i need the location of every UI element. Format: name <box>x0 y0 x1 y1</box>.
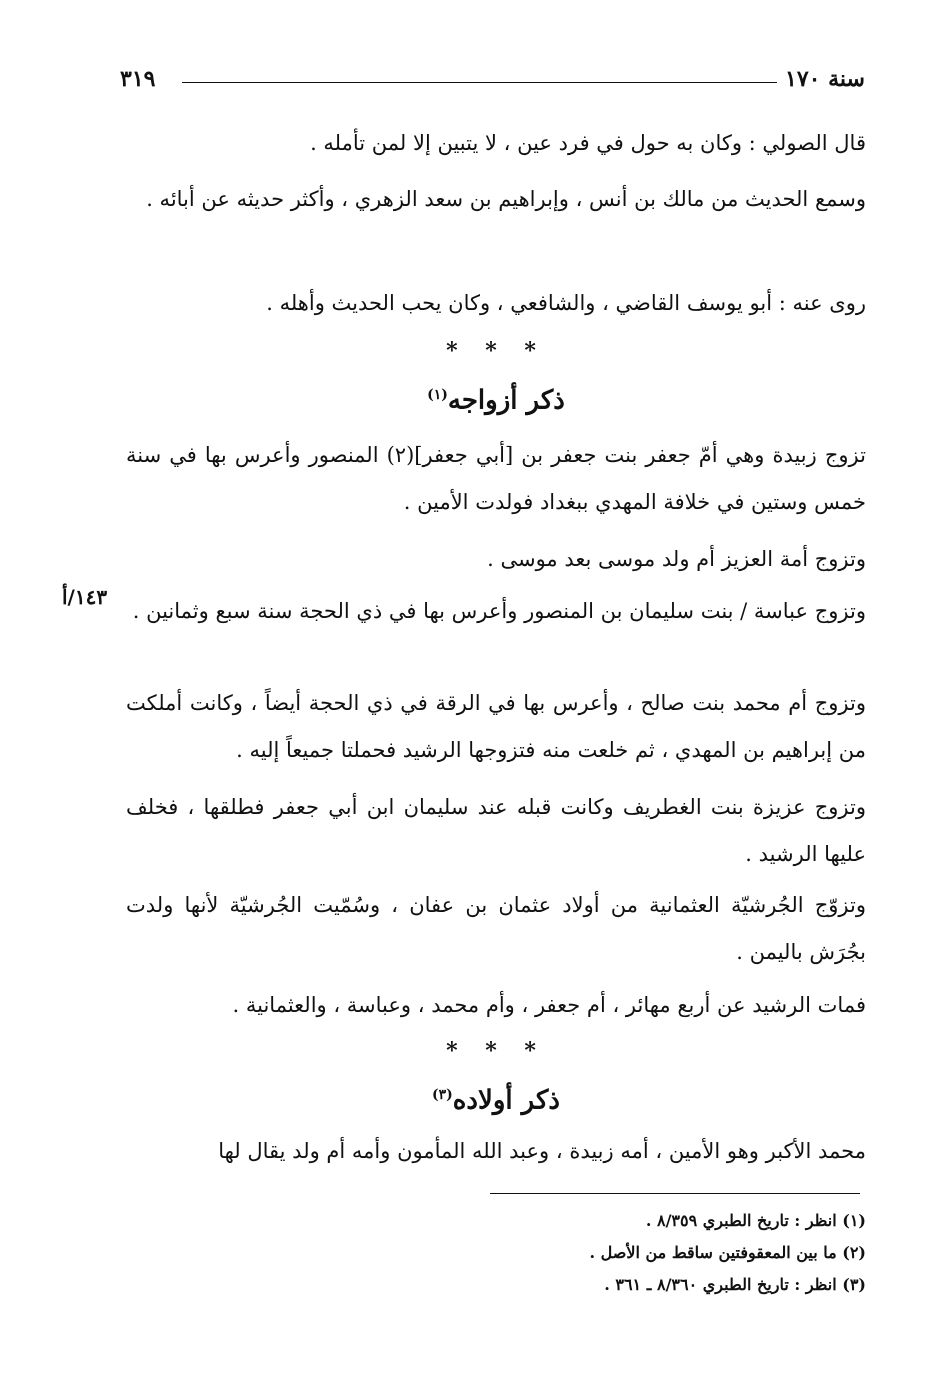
header-rule <box>182 82 777 83</box>
section-separator: * * * <box>446 1038 546 1064</box>
section-separator: * * * <box>446 338 546 364</box>
paragraph-four-wives: فمات الرشيد عن أربع مهائر ، أم جعفر ، وأم محمد ، وعباسة ، والعثمانية . <box>232 993 866 1017</box>
footnote-ref: (١) <box>427 387 448 403</box>
paragraph-zubayda: تزوج زبيدة وهي أمّ جعفر بنت جعفر بن [أبي جعفر](٢) المنصور وأعرس بها في سنة خمس وستين في خلافة المهدي ببغداد فولدت الأمين . <box>126 443 866 514</box>
paragraph-squint: قال الصولي : وكان به حول في فرد عين ، لا يتبين إلا لمن تأمله . <box>310 131 866 155</box>
paragraph-jurashiyya: وتزوّج الجُرشيّة العثمانية من أولاد عثمان بن عفان ، وسُمّيت الجُرشيّة لأنها ولدت بجُرَش باليمن . <box>126 893 866 964</box>
paragraph-amat-al-aziz: وتزوج أمة العزيز أم ولد موسى بعد موسى . <box>487 547 866 571</box>
paragraph-umm-muhammad: وتزوج أم محمد بنت صالح ، وأعرس بها في الرقة في ذي الحجة أيضاً ، وكانت أملكت من إبراهيم بن المهدي ، ثم خلعت منه فتزوجها الرشيد فحملتا جميعاً إليه . <box>126 691 866 762</box>
paragraph-abbasa: وتزوج عباسة / بنت سليمان بن المنصور وأعرس بها في ذي الحجة سنة سبع وثمانين . <box>132 599 866 623</box>
footnote-item: (٣) انظر : تاريخ الطبري ٨/٣٦٠ ـ ٣٦١ . <box>604 1275 866 1294</box>
main-text <box>126 120 866 1180</box>
page-number: ٣١٩ <box>120 66 156 92</box>
section-heading-wives <box>126 372 866 425</box>
paragraph-aziza: وتزوج عزيزة بنت الغطريف وكانت قبله عند سليمان ابن أبي جعفر فطلقها ، فخلف عليها الرشيد . <box>126 795 866 866</box>
running-title: سنة ١٧٠ <box>785 66 865 92</box>
paragraph-children: محمد الأكبر وهو الأمين ، أمه زبيدة ، وعبد الله المأمون وأمه أم ولد يقال لها <box>218 1139 866 1163</box>
footnotes <box>126 1205 866 1301</box>
page-header <box>120 62 865 102</box>
heading-text: ذكر أزواجه <box>447 385 565 416</box>
heading-text: ذكر أولاده <box>452 1085 560 1116</box>
paragraph-hadith: وسمع الحديث من مالك بن أنس ، وإبراهيم بن سعد الزهري ، وأكثر حديثه عن أبائه . <box>146 187 866 211</box>
section-heading-children <box>126 1072 866 1125</box>
footnote-item: (١) انظر : تاريخ الطبري ٨/٣٥٩ . <box>645 1211 866 1230</box>
footnote-ref: (٣) <box>432 1087 453 1103</box>
footnote-rule <box>490 1193 860 1194</box>
footnote-item: (٢) ما بين المعقوفتين ساقط من الأصل . <box>589 1243 866 1262</box>
paragraph-narrators: روى عنه : أبو يوسف القاضي ، والشافعي ، وكان يحب الحديث وأهله . <box>266 291 866 315</box>
manuscript-folio-marker: ١٤٣/أ <box>62 585 108 609</box>
